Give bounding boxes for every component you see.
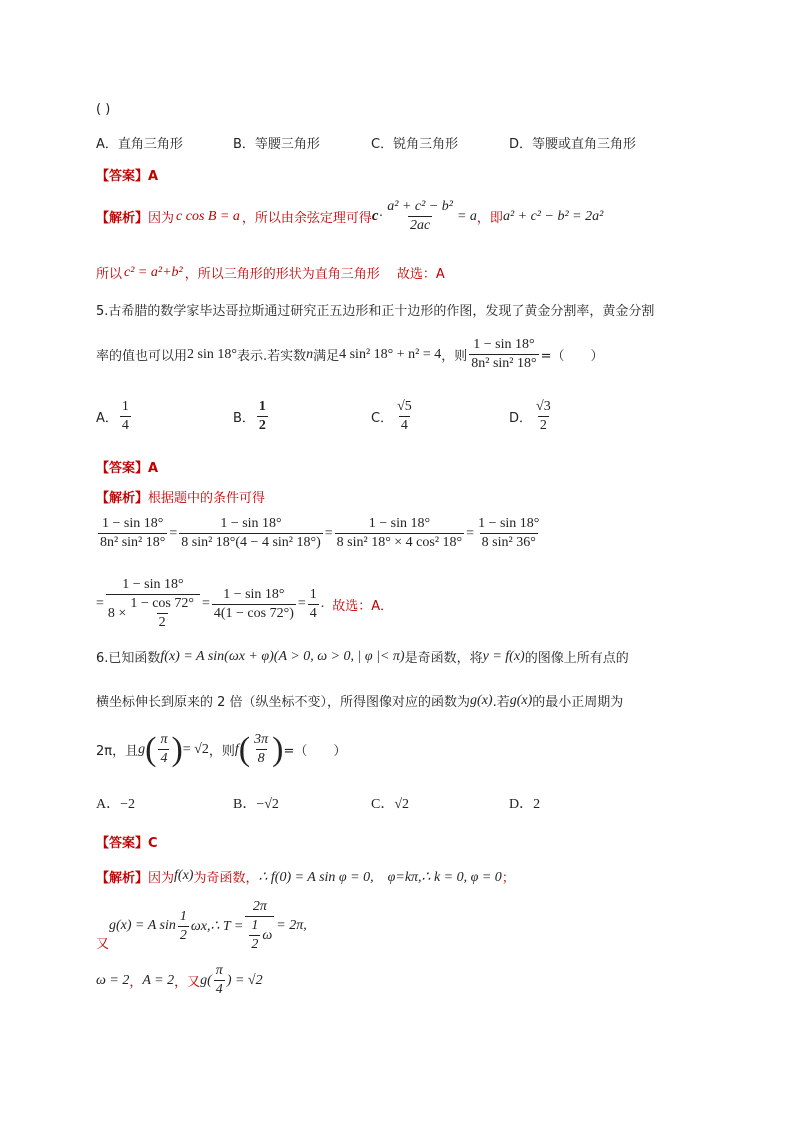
q5-option-a-fraction: [120, 398, 131, 435]
q6-line2-half-den: 2: [179, 927, 187, 943]
q5-eq1-f3-den: 8 sin² 18° × 4 cos² 18°: [336, 535, 463, 550]
q6-stem3-frac1-den: 4: [160, 751, 168, 766]
q5-eq1-frac3: [335, 515, 465, 552]
q6-option-d: D．2: [509, 797, 541, 812]
q5-stem2-expr1: 2 sin 18°: [187, 346, 237, 362]
q4-analysis-c: c: [371, 208, 379, 224]
q5-stem2e: =（ ）: [540, 349, 604, 364]
q6-line2-half: [178, 908, 189, 945]
q5-eq2-f3-den: 4: [309, 605, 317, 621]
q5-eq2-f1-den: [106, 594, 200, 632]
q5-option-c-num: √5: [397, 399, 412, 414]
q5-option-a-label: A．: [96, 411, 118, 426]
q5-answer: 【答案】A: [96, 461, 159, 476]
q5-analysis: [96, 487, 265, 506]
q4-option-c: C．锐角三角形: [371, 137, 459, 152]
q5-option-d: [509, 398, 555, 435]
q6-stem1b: 是奇函数，将: [404, 651, 483, 666]
q6-line3-expr2: A = 2: [142, 972, 175, 988]
q6-stem1c: 的图像上所有点的: [524, 651, 629, 666]
q5-analysis-label: 【解析】: [96, 491, 149, 506]
q5-equation-line1: [96, 515, 543, 552]
q6-line2-half-num: 1: [179, 908, 187, 924]
q4-option-d: D．等腰或直角三角形: [509, 137, 637, 152]
q6-option-a: A．−2: [96, 797, 136, 812]
q4-analysis-label: 【解析】: [96, 211, 149, 226]
q4-line2-expr: c² = a²+b²: [124, 264, 183, 280]
q5-eq2-f2-den: 4(1 − cos 72°): [213, 605, 294, 621]
q5-eq2-frac2: [212, 586, 296, 623]
q5-eq2-f1-den-den: 2: [158, 615, 166, 630]
q5-option-d-den: 2: [539, 418, 547, 433]
q6-analysis-line3: [96, 962, 263, 999]
q5-eq1-f1-den: 8n² sin² 18°: [100, 535, 166, 550]
q6-analysis-text1: 因为: [148, 870, 175, 886]
q6-stem-line2: [96, 691, 623, 710]
q6-stem3-f: f: [234, 741, 239, 757]
q4-cosine-fraction: [385, 198, 455, 235]
q4-analysis-dot: ·: [378, 208, 384, 224]
q4-analysis-text3: ，即: [476, 211, 503, 226]
q6-analysis-expr2: ∴ f(0) = A sin φ = 0, φ=kπ,∴ k = 0, φ = 0: [258, 870, 502, 885]
q6-stem3-eq: = √2: [182, 741, 209, 757]
q5-option-d-num: √3: [536, 399, 551, 414]
right-paren: ): [272, 730, 284, 768]
q6-stem2c: 的最小正周期为: [532, 695, 624, 710]
q6-line2-T-num: 2π: [252, 899, 267, 914]
q5-option-c-fraction: [395, 398, 414, 435]
q5-stem2-expr2: 4 sin² 18° + n² = 4: [339, 346, 442, 362]
q6-stem1-expr2: y = f(x): [482, 648, 525, 664]
q6-line2-period-frac: [245, 898, 274, 954]
q5-eq1-f2-num: 1 − sin 18°: [220, 516, 282, 531]
left-paren: (: [238, 730, 251, 768]
q5-eq2-f1-den-frac: [128, 595, 196, 632]
q5-stem2-fraction: [469, 336, 538, 373]
q6-stem3b: ，则: [208, 744, 235, 759]
q6-analysis-expr1: f(x): [174, 868, 194, 883]
left-paren: (: [145, 730, 157, 768]
q5-option-c-label: C．: [371, 411, 394, 426]
q5-eq1-frac1: [98, 515, 167, 552]
q5-option-b-label: B．: [233, 411, 255, 426]
q6-line2-T-den-den: 2: [251, 937, 259, 952]
q6-analysis-label: 【解析】: [96, 870, 149, 886]
equals-sign: =: [169, 525, 178, 541]
q5-option-d-fraction: [534, 398, 553, 435]
q5-option-b-fraction: [257, 398, 268, 435]
q6-line2-you: 又: [96, 936, 110, 952]
q5-stem2-frac-den: 8n² sin² 18°: [471, 356, 537, 371]
q6-stem3c: =（ ）: [283, 744, 347, 759]
q5-stem-line2: [96, 336, 604, 373]
q5-stem2-n: n: [306, 346, 314, 362]
q4-paren: ( ): [96, 102, 111, 117]
q5-eq2-frac3: [308, 586, 319, 623]
q6-option-c: C．√2: [371, 797, 410, 812]
q4-eq-a: = a: [456, 208, 477, 224]
q4-analysis-line2: [96, 263, 445, 282]
q6-stem3-frac2-num: 3π: [254, 732, 269, 747]
q6-line3-text: ，又: [174, 975, 201, 990]
q6-line2-T-den-w: ω: [262, 927, 273, 943]
q6-line3-expr1: ω = 2: [96, 972, 130, 988]
q4-option-b: B．等腰三角形: [233, 137, 320, 152]
q5-option-c-den: 4: [400, 418, 408, 433]
q6-line3-g: g(: [200, 972, 212, 988]
q5-option-a-den: 4: [121, 418, 129, 433]
q6-stem1a: 6.已知函数: [96, 651, 161, 666]
q6-line2-expr-c: = 2π,: [276, 918, 307, 933]
q5-eq1-f1-num: 1 − sin 18°: [102, 516, 164, 531]
q4-analysis-expr1: c cos B = a: [176, 208, 240, 224]
q5-stem2d: ，则: [441, 349, 468, 364]
q6-stem2-g1: g(x): [470, 692, 493, 708]
q5-eq2-f1-den-num: 1 − cos 72°: [130, 596, 194, 611]
q5-eq2-f1-den-a: 8 ×: [107, 605, 127, 621]
q6-answer: 【答案】C: [96, 836, 158, 851]
equals-sign: =: [324, 525, 333, 541]
q5-option-a-num: 1: [121, 399, 129, 414]
q6-stem1-expr: f(x) = A sin(ωx + φ)(A > 0, ω > 0, | φ |< π): [160, 648, 405, 664]
q6-stem3-frac1-num: π: [160, 732, 168, 747]
q5-eq1-f4-den: 8 sin² 36°: [481, 535, 536, 550]
q5-stem-line1: 5.古希腊的数学家毕达哥拉斯通过研究正五边形和正十边形的作图，发现了黄金分割率，黄金分割: [96, 304, 655, 319]
q5-stem2-frac-num: 1 − sin 18°: [473, 337, 535, 352]
q6-stem3-g: g: [138, 741, 146, 757]
q5-eq2-end: 故选：A．: [332, 598, 394, 614]
q6-stem3-frac1: [158, 731, 169, 768]
q5-option-c: [371, 398, 416, 435]
q5-eq1-f3-num: 1 − sin 18°: [368, 516, 431, 531]
q4-answer: 【答案】A: [96, 169, 159, 184]
q6-stem2-g2: g(x): [509, 692, 533, 708]
q4-line2-text2: ，所以三角形的形状为直角三角形 故选：A: [184, 267, 445, 282]
q6-analysis-line1: [96, 866, 515, 886]
q4-frac-numerator: a² + c² − b²: [387, 199, 453, 214]
q4-line2-text1: 所以: [96, 267, 123, 282]
q6-line2-expr-a: g(x) = A sin: [109, 918, 176, 933]
q6-stem2a: 横坐标伸长到原来的 2 倍（纵坐标不变），所得图像对应的函数为: [96, 695, 471, 710]
q5-eq1-f2-den: 8 sin² 18°(4 − 4 sin² 18°): [181, 535, 321, 550]
q4-option-a: A．直角三角形: [96, 137, 183, 152]
q5-stem2c: 满足: [313, 349, 340, 364]
q6-stem3-frac2: [252, 731, 270, 768]
q5-option-b-num: 1: [258, 399, 266, 414]
q5-eq2-dot: .: [320, 596, 325, 611]
right-paren: ): [171, 730, 183, 768]
q6-analysis-text2: 为奇函数，: [193, 870, 259, 886]
q6-line2-T-den-frac: [249, 917, 260, 954]
q5-eq2-frac1: [106, 576, 200, 632]
q6-stem-line1: [96, 647, 629, 666]
q5-option-d-label: D．: [509, 411, 533, 426]
q6-line3-frac-den: 4: [215, 982, 223, 997]
q6-stem3-frac2-den: 8: [257, 751, 265, 766]
q5-stem2b: 表示.若实数: [236, 349, 307, 364]
q5-eq1-f4-num: 1 − sin 18°: [478, 516, 540, 531]
q5-stem2a: 率的值也可以用: [96, 349, 188, 364]
q4-frac-denominator: 2ac: [410, 218, 431, 233]
equals-sign: =: [466, 525, 475, 541]
q6-option-b: B．−√2: [233, 797, 279, 812]
q4-analysis-text2: ，所以由余弦定理可得: [241, 211, 372, 226]
equals-sign: =: [96, 596, 104, 611]
q5-eq2-f3-num: 1: [309, 586, 317, 602]
q6-line2-expr-b: ωx,∴ T =: [190, 918, 244, 934]
q6-analysis-line2: [96, 898, 307, 954]
q5-eq1-frac4: [476, 515, 541, 552]
q6-line3-frac-num: π: [215, 963, 223, 978]
q5-eq1-frac2: [179, 515, 323, 552]
q4-analysis-text1: 因为: [148, 211, 175, 226]
q6-line3-end: ) = √2: [226, 972, 263, 988]
q6-stem3a: 2π，且: [96, 744, 139, 759]
q6-line2-T-den-num: 1: [251, 918, 259, 933]
q6-stem-line3: [96, 731, 346, 768]
q6-line2-T-den: [245, 916, 274, 954]
q5-equation-line2: [96, 576, 393, 632]
equals-sign: =: [201, 596, 210, 611]
q5-option-b: [233, 398, 270, 435]
q4-analysis-expr2: a² + c² − b² = 2a²: [502, 208, 604, 224]
q6-analysis-semi: ；: [501, 870, 515, 886]
q5-option-a: [96, 398, 133, 435]
q5-eq2-f2-num: 1 − sin 18°: [223, 586, 285, 602]
equals-sign: =: [297, 596, 306, 611]
q6-line3-frac: [214, 962, 225, 999]
q5-option-b-den: 2: [258, 418, 266, 433]
q5-analysis-text: 根据题中的条件可得: [148, 491, 266, 506]
q6-stem2b: .若: [492, 695, 510, 710]
q5-eq2-f1-num: 1 − sin 18°: [122, 577, 184, 592]
q4-analysis-line1: [96, 198, 603, 235]
q6-line3-sep: ，: [129, 975, 143, 990]
